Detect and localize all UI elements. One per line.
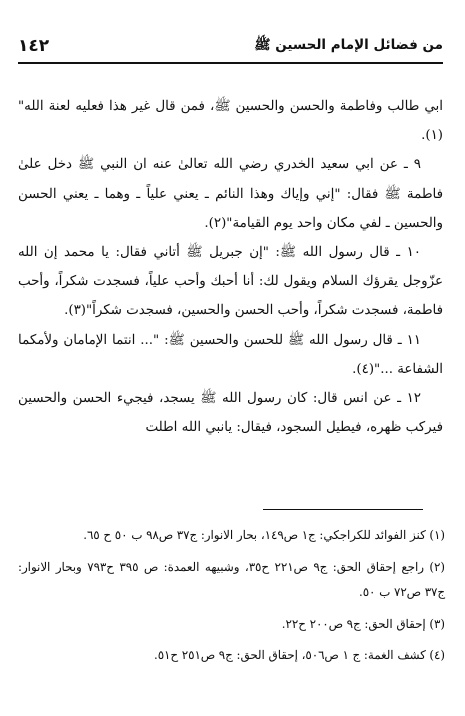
running-title: من فضائل الإمام الحسين ﷺ <box>254 37 443 53</box>
footnote-1: (١) كنز الفوائد للكراجكي: ج١ ص١٤٩، بحار الانوار: ج٣٧ ص٩٨ ب ٥٠ ح ٦٥. <box>83 528 445 542</box>
footnotes <box>18 523 445 675</box>
hadith-9: ٩ ـ عن ابي سعيد الخدري رضي الله تعالىٰ عنه ان النبي ﷺ دخل علىٰ فاطمة ﷺ فقال: "إني وإياك وهذا النائم ـ يعني علياً ـ وهما ـ يعني الحسن والحسين ـ لفي مكان واحد يوم القيامة"(٢). <box>18 157 443 231</box>
page-number: ١٤٢ <box>18 36 50 56</box>
hadith-11: ١١ ـ قال رسول الله ﷺ للحسن والحسين ﷺ: "... انتما الإمامان ولأمكما الشفاعة ..."(٤). <box>18 332 443 377</box>
paragraph-continuation: ابي طالب وفاطمة والحسن والحسين ﷺ، فمن قال غير هذا فعليه لعنة الله"(١). <box>18 99 443 144</box>
footnote-3: (٣) إحقاق الحق: ج٩ ص٢٠٠ ح٢٢. <box>281 616 445 631</box>
footnote-divider <box>263 509 423 510</box>
hadith-12: ١٢ ـ عن انس قال: كان رسول الله ﷺ يسجد، فيجيء الحسن والحسين فيركب ظهره، فيطيل السجود، فيقال: يانبي الله اطلت <box>18 391 443 436</box>
main-text <box>18 92 443 442</box>
hadith-10: ١٠ ـ قال رسول الله ﷺ: "إن جبريل ﷺ أتاني فقال: يا محمد إن الله عزّوجل يقرؤك السلام ويقول لك: أنا أحبك وأحب علياً، فسجدت شكراً، وأحب فاطمة، فسجدت شكراً، وأحب الحسن والحسين، فسجدت شكراً"(٣). <box>18 245 443 319</box>
page-header <box>18 30 443 64</box>
footnote-2: (٢) راجع إحقاق الحق: ج٩ ص٢٢١ ح٣٥، وشبيهه العمدة: ص ٣٩٥ ح٧٩٣ وبحار الانوار: ج٣٧ ص٧٢ ب ٥٠. <box>18 559 445 599</box>
footnote-4: (٤) كشف الغمة: ج ١ ص٥٠٦، إحقاق الحق: ج٩ ص٢٥١ ح٥١. <box>153 648 445 662</box>
